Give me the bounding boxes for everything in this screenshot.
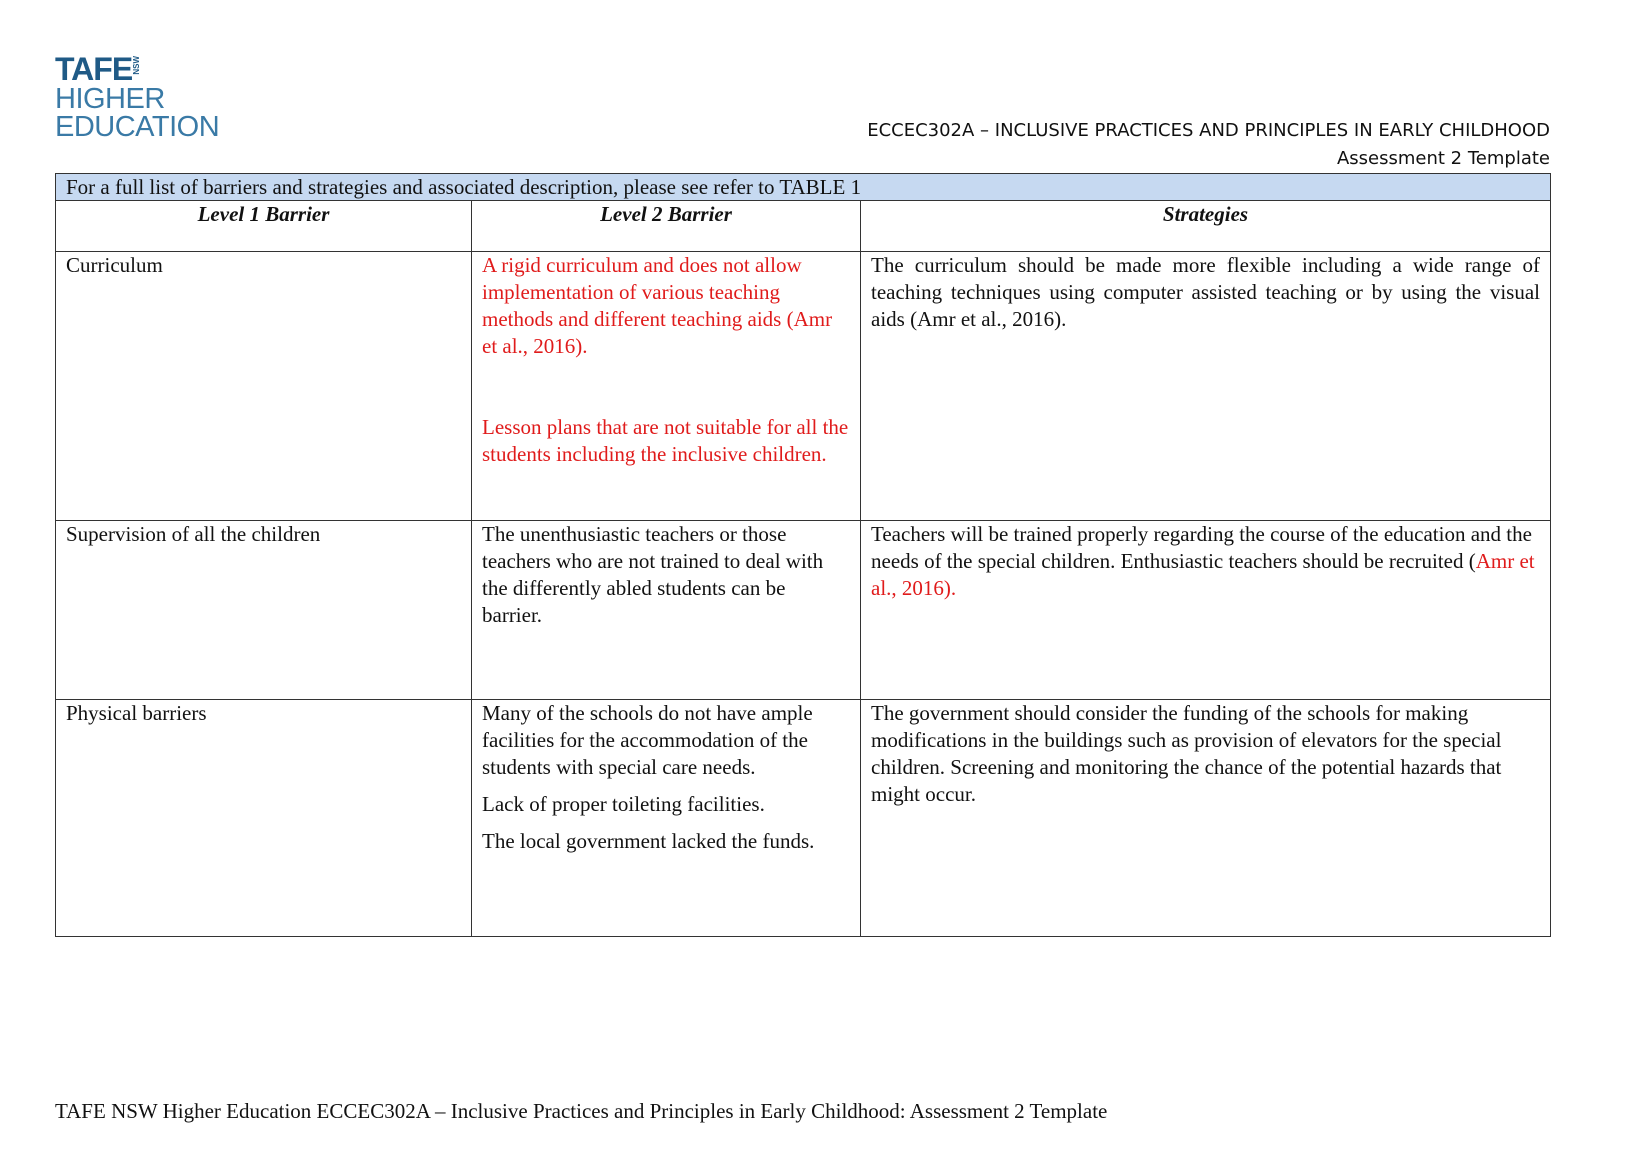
cell-strategy <box>861 521 1551 700</box>
tafe-logo <box>55 51 245 144</box>
spacer <box>482 818 850 828</box>
header-level2-barrier: Level 2 Barrier <box>472 201 861 252</box>
document-header <box>867 117 1550 173</box>
logo-higher-text: HIGHER <box>55 83 165 115</box>
level2-item: The local government lacked the funds. <box>482 829 815 853</box>
table-row <box>56 252 1551 521</box>
spacer <box>482 781 850 791</box>
assessment-subtitle: Assessment 2 Template <box>1336 148 1550 169</box>
level2-item: The unenthusiastic teachers or those teachers who are not trained to deal with the differently abled students can be barrier. <box>482 522 824 627</box>
table-note: For a full list of barriers and strategies and associated description, please see refer to TABLE 1 <box>56 174 1551 201</box>
spacer <box>482 360 850 414</box>
table-row <box>56 700 1551 937</box>
cell-strategy: The government should consider the funding of the schools for making modifications in the buildings such as provision of elevators for the special children. Screening and monitoring the chance of the potential hazards that might occur. <box>861 700 1551 937</box>
level2-item: Lack of proper toileting facilities. <box>482 792 765 816</box>
table-row <box>56 521 1551 700</box>
header-level1-barrier: Level 1 Barrier <box>56 201 472 252</box>
cell-level1: Curriculum <box>56 252 472 521</box>
logo-education-text: EDUCATION <box>55 111 220 143</box>
cell-level2 <box>472 521 861 700</box>
logo-top-line <box>55 51 245 87</box>
page-footer: TAFE NSW Higher Education ECCEC302A – Inclusive Practices and Principles in Early Childhood: Assessment 2 Template <box>55 1099 1108 1123</box>
cell-level1: Supervision of all the children <box>56 521 472 700</box>
barriers-table <box>55 173 1551 937</box>
strategy-citation: Amr et al., 2016). <box>871 549 1535 600</box>
cell-level2 <box>472 252 861 521</box>
cell-level1: Physical barriers <box>56 700 472 937</box>
level2-item: A rigid curriculum and does not allow implementation of various teaching methods and different teaching aids (Amr et al., 2016). <box>482 253 833 358</box>
logo-nsw-text: NSW <box>132 56 142 75</box>
course-title: ECCEC302A – INCLUSIVE PRACTICES AND PRINCIPLES IN EARLY CHILDHOOD <box>867 120 1550 141</box>
strategy-text: Teachers will be trained properly regarding the course of the education and the needs of the special children. Enthusiastic teachers should be recruited ( <box>871 522 1532 573</box>
cell-level2 <box>472 700 861 937</box>
level2-item: Lesson plans that are not suitable for all the students including the inclusive children. <box>482 415 849 466</box>
table-header-row <box>56 201 1551 252</box>
level2-item: Many of the schools do not have ample facilities for the accommodation of the students with special care needs. <box>482 701 813 779</box>
header-strategies: Strategies <box>861 201 1551 252</box>
logo-tafe-text: TAFE <box>55 51 133 87</box>
cell-strategy: The curriculum should be made more flexible including a wide range of teaching techniques using computer assisted teaching or by using the visual aids (Amr et al., 2016). <box>861 252 1551 521</box>
table-note-row <box>56 174 1551 201</box>
